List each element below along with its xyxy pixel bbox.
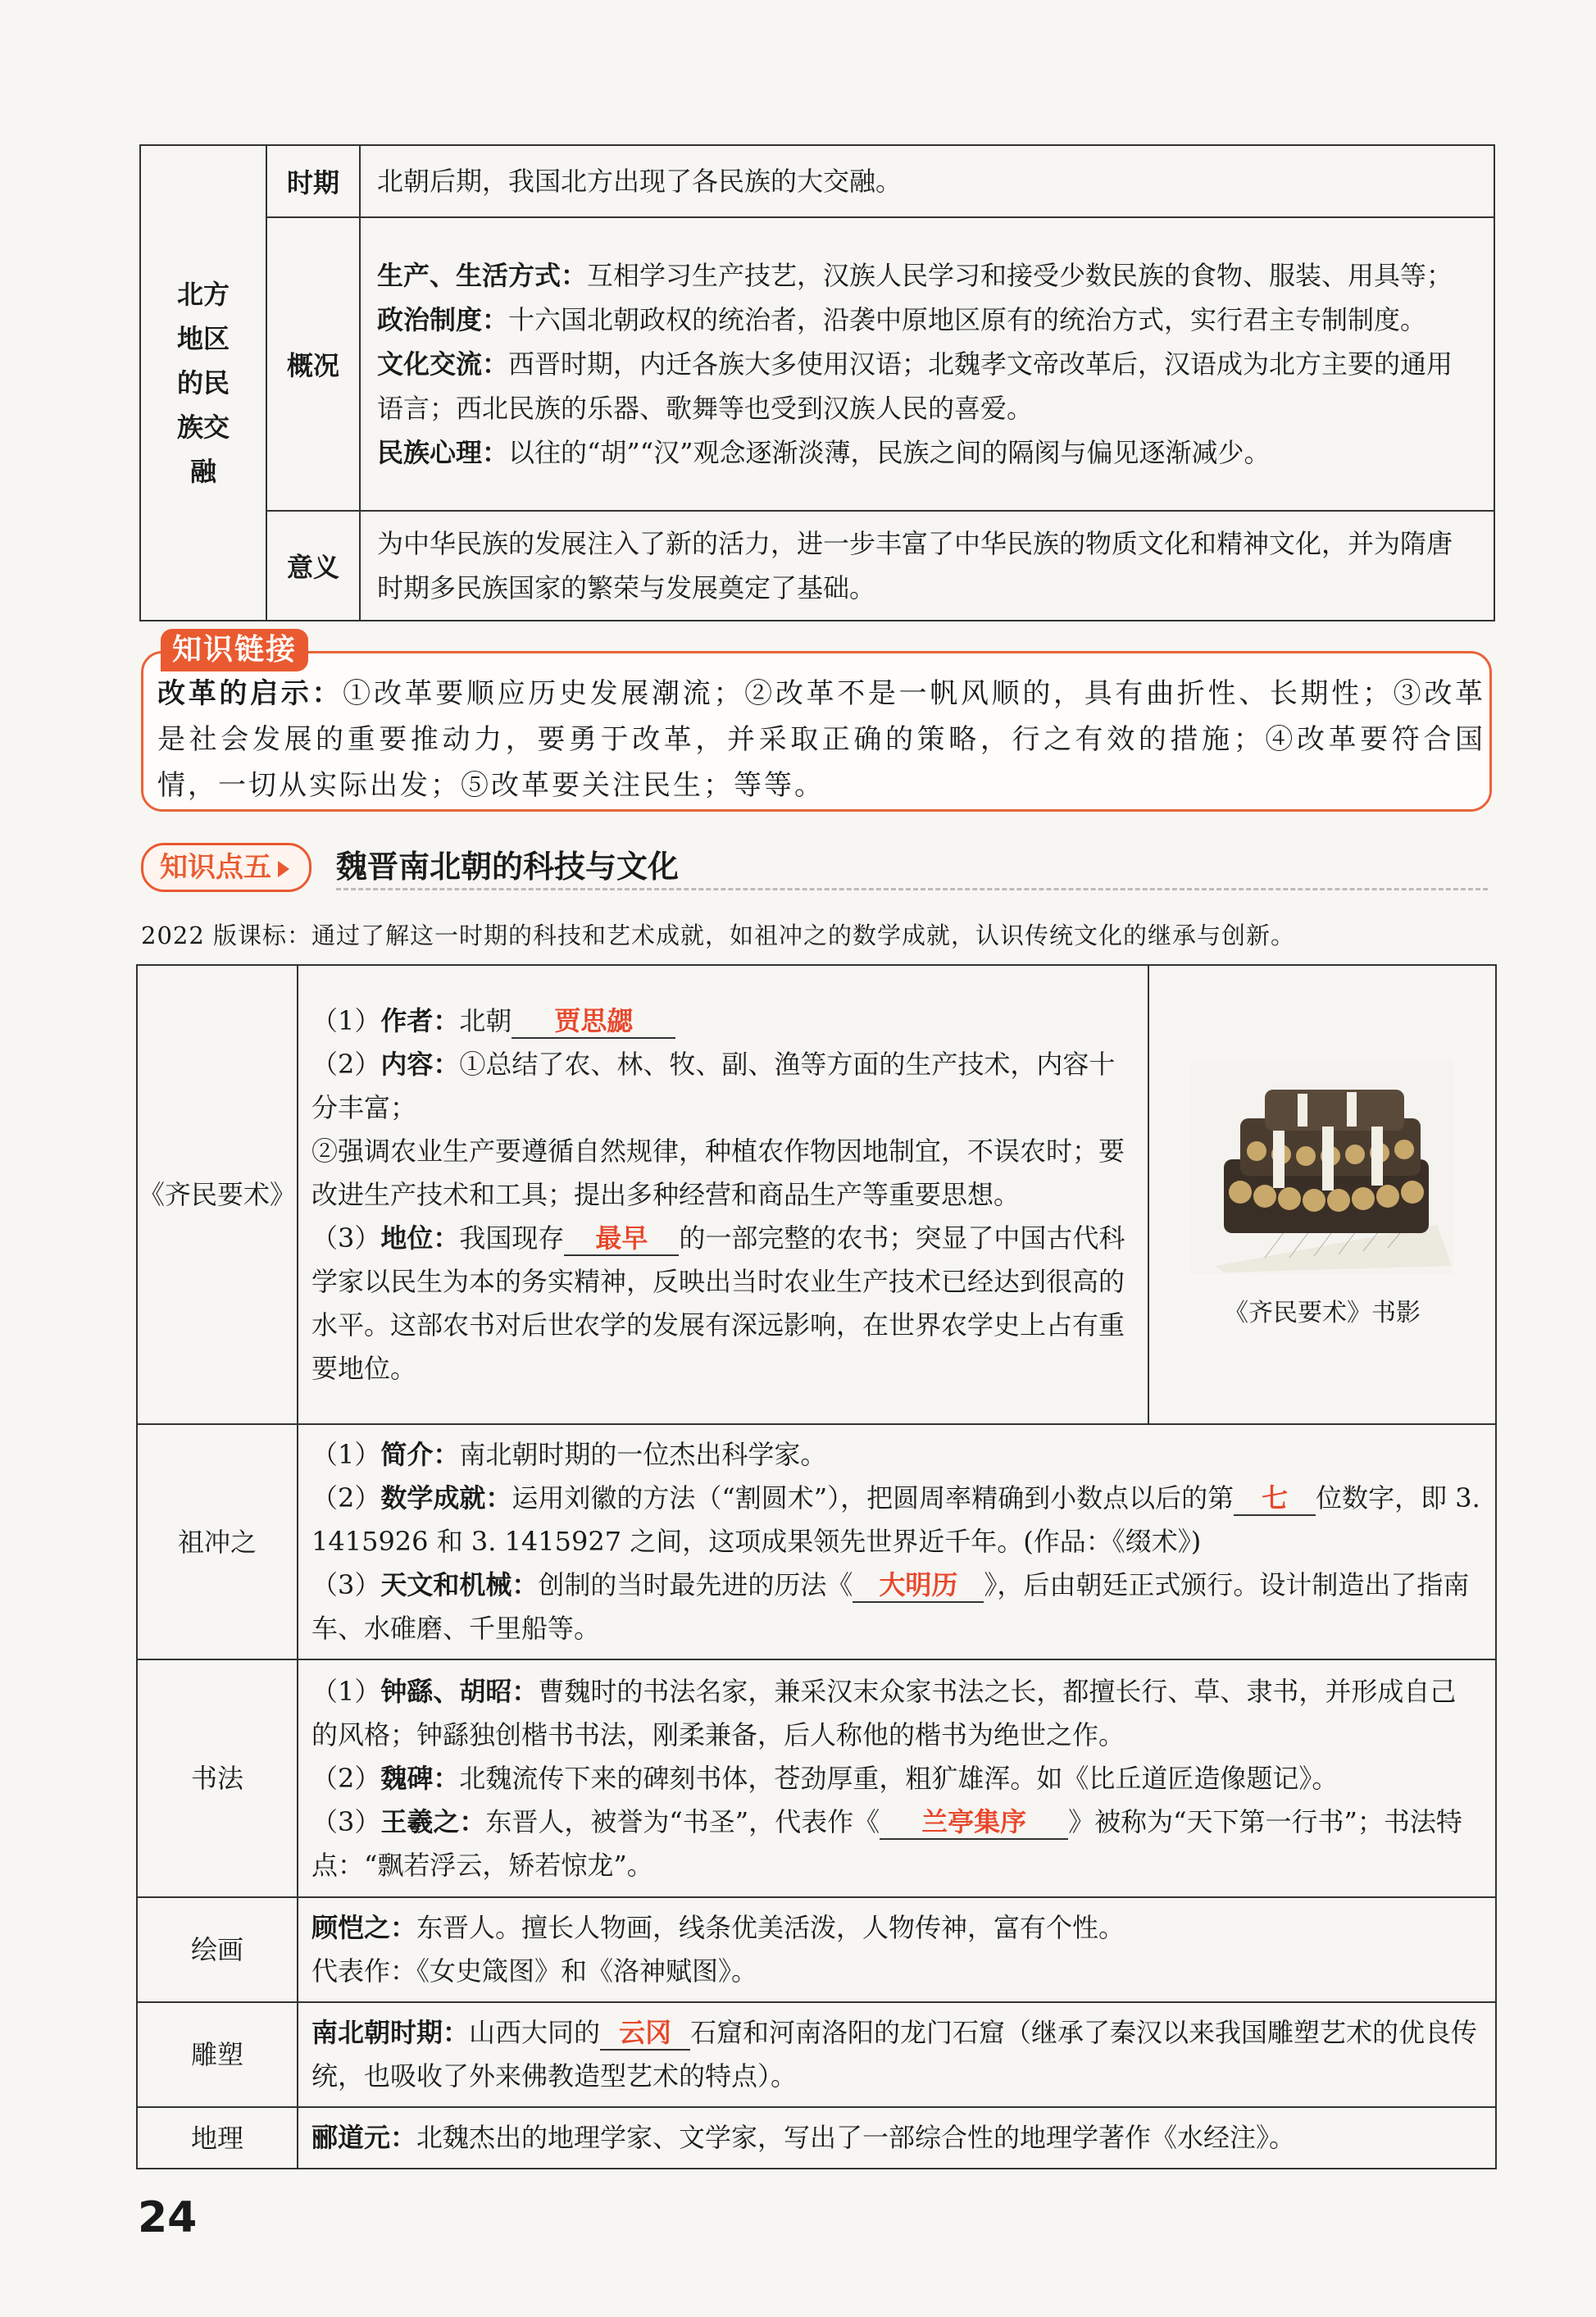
knowledge-link-text: 改革的启示：①改革要顺应历史发展潮流；②改革不是一帆风顺的，具有曲折性、长期性；③改革是社会发展的重要推动力，要勇于改革，并采取正确的策略，行之有效的措施；④改革要符合国情，一切从实际出发；⑤改革要关注民生；等等。 [157,677,1486,802]
period-text: 北朝后期，我国北方出现了各民族的大交融。 [360,145,1494,217]
row-header-huihua: 绘画 [137,1897,298,2002]
row-header-shufa: 书法 [137,1659,298,1897]
answer-blank: 七 [1234,1482,1316,1516]
row-header-dili: 地理 [137,2107,298,2169]
dili-content: 郦道元：北魏杰出的地理学家、文学家，写出了一部综合性的地理学著作《水经注》。 [298,2107,1496,2169]
zu-content: （1）简介：南北朝时期的一位杰出科学家。 （2）数学成就：运用刘徽的方法（“割圆术”），把圆周率精确到小数点以后的第 七 位数字，即 3. 1415926 和 3. 1415927 之间，这项成果领先世界近千年。(作品：《缀术》) （3）天文和机械：创制的当时最先进的历法《 大明历 》，后由朝廷正式颁行。设计制造出了指南车、水碓磨、千里船等。 [298,1424,1496,1659]
huihua-content: 顾恺之：东晋人。擅长人物画，线条优美活泼，人物传神，富有个性。 代表作：《女史箴图》和《洛神赋图》。 [298,1897,1496,2002]
row-header-diaosu: 雕塑 [137,2002,298,2107]
answer-blank: 贾思勰 [512,1004,675,1039]
section-title: 魏晋南北朝的科技与文化 [336,849,680,885]
answer-blank: 最早 [564,1222,679,1256]
row-header-qimin: 《齐民要术》 [137,965,298,1424]
book-scroll-image [1191,1061,1453,1274]
row-header-north-fusion: 北方 地区 的民 族交 融 [140,145,266,621]
overview-label: 概况 [266,217,360,511]
meaning-text: 为中华民族的发展注入了新的活力，进一步丰富了中华民族的物质文化和精神文化，并为隋唐时期多民族国家的繁荣与发展奠定了基础。 [360,511,1494,621]
qimin-content: （1）作者：北朝 贾思勰 （2）内容：①总结了农、林、牧、副、渔等方面的生产技术，内容十分丰富； ②强调农业生产要遵循自然规律，种植农作物因地制宜，不误农时；要改进生产技术和工具；提出多种经营和商品生产等重要思想。 （3）地位：我国现存 最早 的一部完整的农书；突显了中国古代科学家以民生为本的务实精神，反映出当时农业生产技术已经达到很高的水平。这部农书对后世农学的发展有深远影响，在世界农学史上占有重要地位。 [298,965,1148,1424]
answer-blank: 兰亭集序 [880,1805,1068,1840]
overview-text: 生产、生活方式：互相学习生产技艺，汉族人民学习和接受少数民族的食物、服装、用具等； 政治制度：十六国北朝政权的统治者，沿袭中原地区原有的统治方式，实行君主专制制度。 文化交流：西晋时期，内迁各族大多使用汉语；北魏孝文帝改革后，汉语成为北方主要的通用语言；西北民族的乐器、歌舞等也受到汉族人民的喜爱。 民族心理：以往的“胡”“汉”观念逐渐淡薄，民族之间的隔阂与偏见逐渐减少。 [360,217,1494,511]
meaning-label: 意义 [266,511,360,621]
section-tag: 知识点五 [141,843,311,892]
page-number: 24 [138,2193,198,2242]
row-header-zu: 祖冲之 [137,1424,298,1659]
qimin-image-cell [1148,965,1496,1424]
ethnic-fusion-table [139,144,1495,621]
answer-blank: 云冈 [600,2016,690,2051]
arrow-icon [278,861,289,877]
answer-blank: 大明历 [853,1568,984,1603]
shufa-content: （1）钟繇、胡昭：曹魏时的书法名家，兼采汉末众家书法之长，都擅长行、草、隶书，并形成自己的风格；钟繇独创楷书书法，刚柔兼备，后人称他的楷书为绝世之作。 （2）魏碑：北魏流传下来的碑刻书体，苍劲厚重，粗犷雄浑。如《比丘道匠造像题记》。 （3）王羲之：东晋人，被誉为“书圣”，代表作《 兰亭集序 》被称为“天下第一行书”；书法特点：“飘若浮云，矫若惊龙”。 [298,1659,1496,1897]
period-label: 时期 [266,145,360,217]
curriculum-standard: 2022 版课标：通过了解这一时期的科技和艺术成就，如祖冲之的数学成就，认识传统文化的继承与创新。 [141,922,1296,949]
diaosu-content: 南北朝时期：山西大同的 云冈 石窟和河南洛阳的龙门石窟（继承了秦汉以来我国雕塑艺术的优良传统，也吸收了外来佛教造型艺术的特点）。 [298,2002,1496,2107]
section-divider [336,888,1488,890]
science-culture-table [136,964,1497,2169]
image-caption: 《齐民要术》书影 [1224,1299,1421,1327]
knowledge-link-tag: 知识链接 [161,629,308,671]
